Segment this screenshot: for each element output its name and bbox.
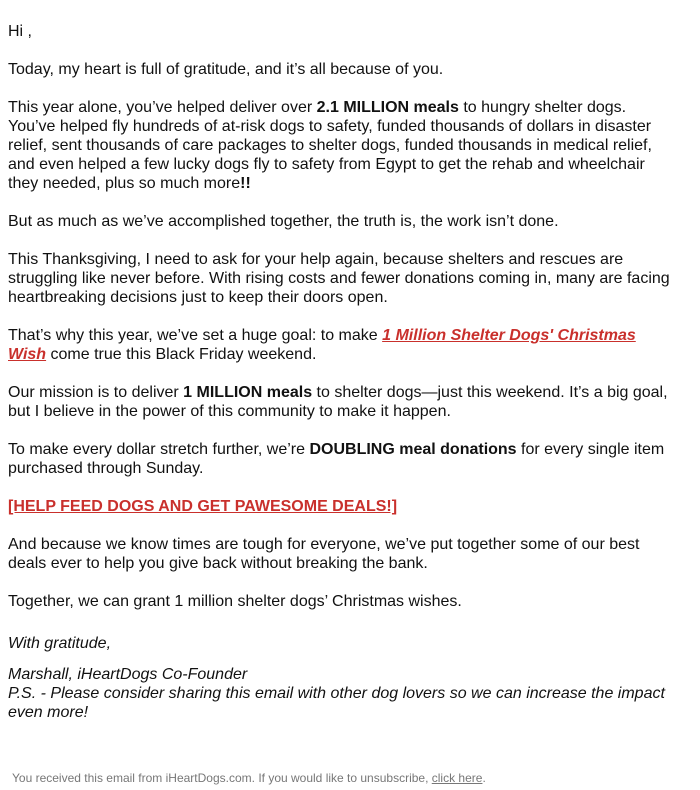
- achievements-text-start: This year alone, you’ve helped deliver over: [8, 99, 317, 116]
- doubling-text-end: for every single item purchased through Sunday.: [8, 441, 665, 477]
- doubling-text-start: To make every dollar stretch further, we’re: [8, 441, 310, 458]
- paragraph-goal: [8, 326, 672, 364]
- million-meals-highlight: 1 MILLION meals: [183, 384, 313, 401]
- paragraph-mission: [8, 383, 672, 421]
- footer: [12, 771, 486, 785]
- doubling-highlight: DOUBLING meal donations: [309, 441, 517, 458]
- greeting: Hi ,: [8, 23, 32, 40]
- postscript: P.S. - Please consider sharing this email with other dog lovers so we can increase the impact even more!: [8, 685, 665, 721]
- mission-text-start: Our mission is to deliver: [8, 384, 184, 401]
- christmas-wish-link[interactable]: 1 Million Shelter Dogs' Christmas Wish: [8, 327, 636, 363]
- signature: Marshall, iHeartDogs Co-Founder: [8, 666, 248, 683]
- signoff: With gratitude,: [8, 635, 112, 652]
- mission-text-end: to shelter dogs—just this weekend. It’s a big goal, but I believe in the power of this community to make it happen.: [8, 384, 668, 420]
- paragraph-work-not-done: But as much as we’ve accomplished together, the truth is, the work isn’t done.: [8, 213, 559, 230]
- footer-text: You received this email from iHeartDogs.com. If you would like to unsubscribe,: [12, 771, 432, 785]
- meals-delivered-highlight: 2.1 MILLION meals: [316, 99, 459, 116]
- paragraph-thanksgiving-ask: This Thanksgiving, I need to ask for your help again, because shelters and rescues are struggling like never before. With rising costs and fewer donations coming in, many are facing heartbreaking decisions just to keep their doors open.: [8, 251, 670, 306]
- signature-block: [8, 634, 672, 722]
- help-feed-dogs-link[interactable]: [HELP FEED DOGS AND GET PAWESOME DEALS!]: [8, 498, 398, 515]
- goal-text-end: come true this Black Friday weekend.: [46, 346, 317, 363]
- goal-text-start: That’s why this year, we’ve set a huge goal: to make: [8, 327, 383, 344]
- achievements-text-end: to hungry shelter dogs. You’ve helped fly hundreds of at-risk dogs to safety, funded thousands of dollars in disaster relief, sent thousands of care packages to shelter dogs, funded thousands in medical relief, and even helped a few lucky dogs fly to safety from Egypt to get the rehab and wheelchair they needed, plus so much more: [8, 99, 652, 192]
- unsubscribe-link[interactable]: click here: [431, 771, 483, 785]
- achievements-exclaim: !!: [240, 175, 251, 192]
- paragraph-doubling: [8, 440, 672, 478]
- paragraph-together: Together, we can grant 1 million shelter dogs’ Christmas wishes.: [8, 593, 462, 610]
- paragraph-deals: And because we know times are tough for everyone, we’ve put together some of our best deals ever to help you give back without breaking the bank.: [8, 536, 640, 572]
- paragraph-achievements: [8, 98, 672, 193]
- paragraph-gratitude: Today, my heart is full of gratitude, and it’s all because of you.: [8, 61, 444, 78]
- footer-end: .: [482, 771, 486, 785]
- cta-paragraph: [8, 497, 672, 516]
